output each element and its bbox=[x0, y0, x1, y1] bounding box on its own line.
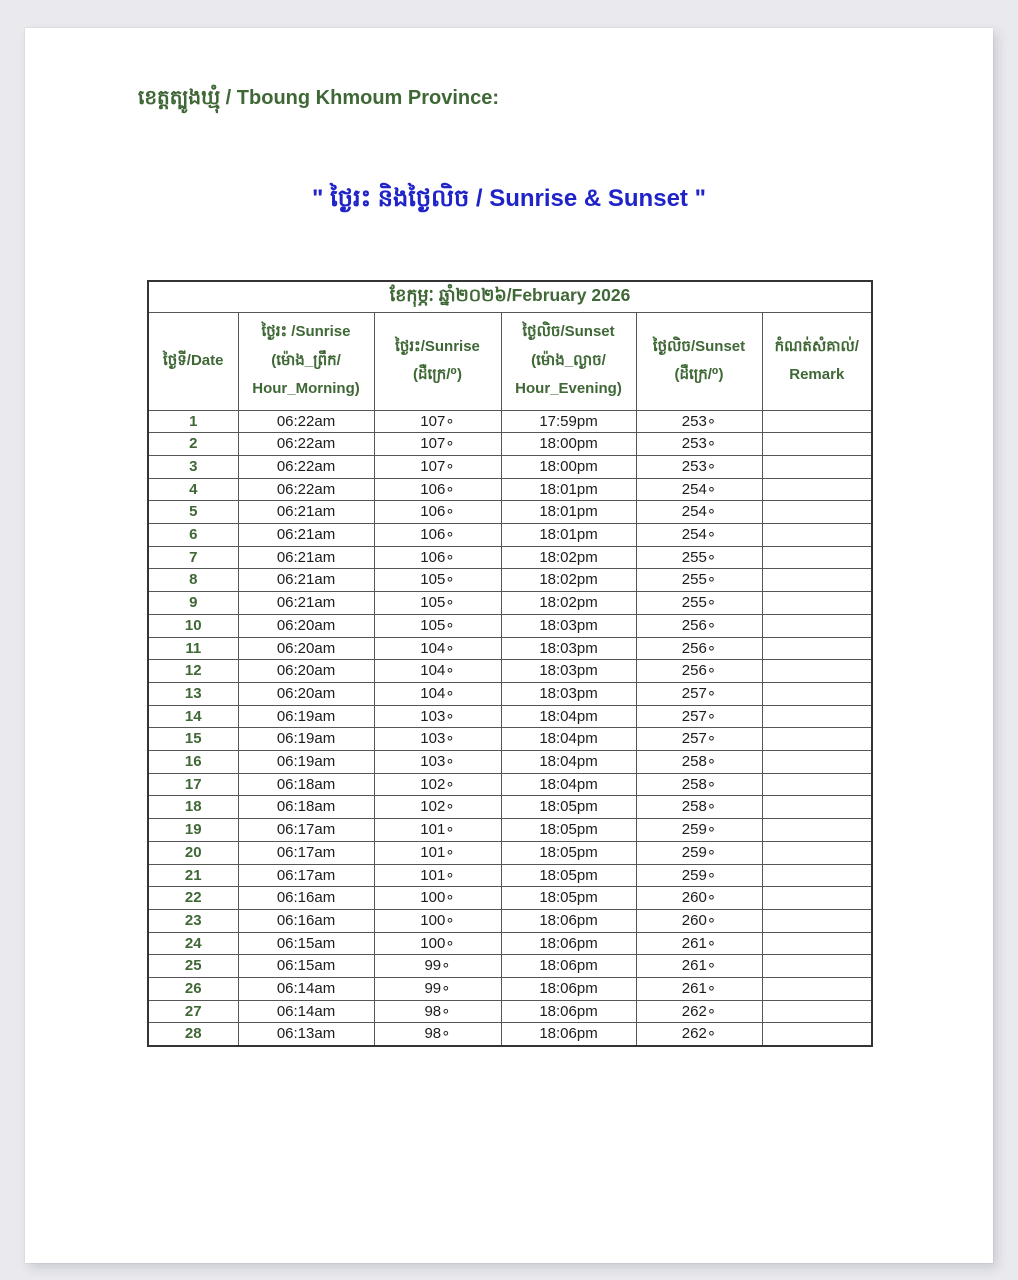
table-row bbox=[148, 705, 872, 728]
table-row bbox=[148, 909, 872, 932]
cell-sunset-time: 18:00pm bbox=[501, 433, 636, 456]
column-header-line: ថ្ងៃលិច/Sunset bbox=[652, 337, 746, 355]
cell-sunset-deg: 258∘ bbox=[636, 773, 762, 796]
cell-sunrise-time: 06:17am bbox=[238, 819, 374, 842]
table-row bbox=[148, 410, 872, 433]
cell-sunrise-deg: 103∘ bbox=[374, 728, 501, 751]
cell-remark bbox=[762, 660, 872, 683]
cell-sunrise-deg: 102∘ bbox=[374, 796, 501, 819]
cell-remark bbox=[762, 887, 872, 910]
cell-sunset-deg: 262∘ bbox=[636, 1000, 762, 1023]
cell-sunset-time: 17:59pm bbox=[501, 410, 636, 433]
table-row bbox=[148, 773, 872, 796]
cell-sunrise-time: 06:15am bbox=[238, 932, 374, 955]
cell-sunrise-deg: 101∘ bbox=[374, 819, 501, 842]
cell-sunset-deg: 261∘ bbox=[636, 978, 762, 1001]
column-header-sunset_deg bbox=[636, 312, 762, 410]
cell-sunrise-time: 06:14am bbox=[238, 1000, 374, 1023]
table-row bbox=[148, 978, 872, 1001]
cell-sunrise-deg: 104∘ bbox=[374, 637, 501, 660]
table-row bbox=[148, 728, 872, 751]
cell-sunrise-time: 06:20am bbox=[238, 614, 374, 637]
cell-date: 6 bbox=[148, 524, 238, 547]
cell-sunset-deg: 255∘ bbox=[636, 546, 762, 569]
cell-sunrise-time: 06:18am bbox=[238, 773, 374, 796]
cell-sunrise-deg: 103∘ bbox=[374, 705, 501, 728]
cell-sunrise-deg: 101∘ bbox=[374, 841, 501, 864]
cell-sunset-time: 18:02pm bbox=[501, 569, 636, 592]
table-row bbox=[148, 546, 872, 569]
cell-sunset-time: 18:05pm bbox=[501, 887, 636, 910]
table-row bbox=[148, 819, 872, 842]
cell-sunset-time: 18:06pm bbox=[501, 955, 636, 978]
cell-date: 15 bbox=[148, 728, 238, 751]
cell-date: 23 bbox=[148, 909, 238, 932]
cell-remark bbox=[762, 433, 872, 456]
column-header-line: Hour_Morning) bbox=[252, 380, 360, 398]
table-caption-row bbox=[148, 281, 872, 312]
cell-remark bbox=[762, 410, 872, 433]
cell-sunrise-time: 06:22am bbox=[238, 478, 374, 501]
cell-sunrise-time: 06:19am bbox=[238, 751, 374, 774]
cell-remark bbox=[762, 819, 872, 842]
cell-sunrise-time: 06:22am bbox=[238, 455, 374, 478]
table-row bbox=[148, 592, 872, 615]
cell-date: 18 bbox=[148, 796, 238, 819]
cell-sunrise-deg: 100∘ bbox=[374, 932, 501, 955]
cell-sunset-deg: 258∘ bbox=[636, 751, 762, 774]
document-title: " ថ្ងៃរះ និងថ្ងៃលិច / Sunrise & Sunset " bbox=[312, 185, 706, 212]
cell-date: 12 bbox=[148, 660, 238, 683]
cell-sunset-time: 18:06pm bbox=[501, 1000, 636, 1023]
column-header-line: Hour_Evening) bbox=[515, 380, 622, 398]
cell-sunset-deg: 254∘ bbox=[636, 478, 762, 501]
table-row bbox=[148, 887, 872, 910]
cell-remark bbox=[762, 932, 872, 955]
cell-remark bbox=[762, 682, 872, 705]
cell-sunset-deg: 259∘ bbox=[636, 864, 762, 887]
cell-remark bbox=[762, 751, 872, 774]
cell-date: 22 bbox=[148, 887, 238, 910]
cell-sunset-time: 18:02pm bbox=[501, 592, 636, 615]
cell-remark bbox=[762, 1000, 872, 1023]
cell-sunset-deg: 254∘ bbox=[636, 501, 762, 524]
cell-sunrise-time: 06:20am bbox=[238, 682, 374, 705]
cell-sunrise-deg: 104∘ bbox=[374, 660, 501, 683]
table-row bbox=[148, 932, 872, 955]
cell-remark bbox=[762, 1023, 872, 1046]
table-caption: ខែកុម្ភៈ ឆ្នាំ២០២៦/February 2026 bbox=[148, 281, 872, 312]
cell-remark bbox=[762, 501, 872, 524]
cell-sunset-time: 18:03pm bbox=[501, 682, 636, 705]
cell-date: 14 bbox=[148, 705, 238, 728]
cell-sunrise-deg: 100∘ bbox=[374, 909, 501, 932]
column-header-line: Remark bbox=[789, 366, 845, 383]
cell-date: 11 bbox=[148, 637, 238, 660]
cell-remark bbox=[762, 592, 872, 615]
cell-date: 16 bbox=[148, 751, 238, 774]
cell-sunrise-time: 06:19am bbox=[238, 728, 374, 751]
cell-sunrise-time: 06:20am bbox=[238, 660, 374, 683]
column-header-line: កំណត់សំគាល់/ bbox=[774, 337, 859, 355]
cell-remark bbox=[762, 524, 872, 547]
cell-sunrise-time: 06:16am bbox=[238, 887, 374, 910]
cell-sunrise-deg: 106∘ bbox=[374, 501, 501, 524]
cell-sunrise-time: 06:15am bbox=[238, 955, 374, 978]
cell-sunrise-time: 06:17am bbox=[238, 841, 374, 864]
cell-date: 5 bbox=[148, 501, 238, 524]
cell-remark bbox=[762, 728, 872, 751]
table-row bbox=[148, 955, 872, 978]
cell-sunset-time: 18:05pm bbox=[501, 796, 636, 819]
cell-sunrise-deg: 105∘ bbox=[374, 614, 501, 637]
cell-date: 17 bbox=[148, 773, 238, 796]
cell-sunset-time: 18:03pm bbox=[501, 637, 636, 660]
cell-sunrise-time: 06:21am bbox=[238, 592, 374, 615]
cell-sunrise-time: 06:18am bbox=[238, 796, 374, 819]
cell-sunrise-time: 06:21am bbox=[238, 546, 374, 569]
cell-remark bbox=[762, 796, 872, 819]
cell-sunrise-deg: 107∘ bbox=[374, 433, 501, 456]
cell-sunset-time: 18:02pm bbox=[501, 546, 636, 569]
cell-sunrise-deg: 107∘ bbox=[374, 410, 501, 433]
cell-sunset-deg: 260∘ bbox=[636, 909, 762, 932]
cell-remark bbox=[762, 569, 872, 592]
cell-date: 8 bbox=[148, 569, 238, 592]
table-row bbox=[148, 796, 872, 819]
table-row bbox=[148, 455, 872, 478]
cell-sunset-deg: 258∘ bbox=[636, 796, 762, 819]
column-header-line: (ម៉ោង_ល្ងាច/ bbox=[531, 351, 606, 369]
table-row bbox=[148, 751, 872, 774]
cell-remark bbox=[762, 637, 872, 660]
cell-sunset-deg: 257∘ bbox=[636, 728, 762, 751]
cell-sunset-deg: 253∘ bbox=[636, 410, 762, 433]
table-row bbox=[148, 501, 872, 524]
cell-sunrise-time: 06:21am bbox=[238, 569, 374, 592]
cell-sunset-time: 18:01pm bbox=[501, 478, 636, 501]
column-header-line: ថ្ងៃទី/Date bbox=[163, 351, 224, 369]
cell-sunrise-time: 06:20am bbox=[238, 637, 374, 660]
cell-sunrise-deg: 103∘ bbox=[374, 751, 501, 774]
cell-sunrise-deg: 104∘ bbox=[374, 682, 501, 705]
cell-sunrise-deg: 105∘ bbox=[374, 592, 501, 615]
cell-sunrise-deg: 106∘ bbox=[374, 546, 501, 569]
cell-sunset-deg: 259∘ bbox=[636, 841, 762, 864]
cell-sunset-time: 18:00pm bbox=[501, 455, 636, 478]
province-header: ខេត្តត្បូងឃ្មុំ / Tboung Khmoum Province: bbox=[138, 87, 500, 109]
column-header-sunset_time bbox=[501, 312, 636, 410]
cell-date: 26 bbox=[148, 978, 238, 1001]
table-row bbox=[148, 433, 872, 456]
cell-date: 28 bbox=[148, 1023, 238, 1046]
table-header-row bbox=[148, 312, 872, 410]
cell-sunset-time: 18:01pm bbox=[501, 524, 636, 547]
cell-sunset-deg: 256∘ bbox=[636, 660, 762, 683]
table-row bbox=[148, 1023, 872, 1046]
column-header-line: ថ្ងៃលិច/Sunset bbox=[522, 323, 615, 341]
column-header-line: ថ្ងៃរះ/Sunrise bbox=[395, 337, 480, 355]
column-header-line: (ដឺក្រេ/⁰) bbox=[413, 366, 462, 383]
cell-date: 19 bbox=[148, 819, 238, 842]
cell-sunrise-time: 06:19am bbox=[238, 705, 374, 728]
cell-sunset-deg: 256∘ bbox=[636, 637, 762, 660]
table-row bbox=[148, 569, 872, 592]
cell-sunrise-deg: 99∘ bbox=[374, 978, 501, 1001]
cell-sunset-deg: 256∘ bbox=[636, 614, 762, 637]
cell-sunrise-deg: 100∘ bbox=[374, 887, 501, 910]
cell-date: 21 bbox=[148, 864, 238, 887]
cell-sunrise-deg: 99∘ bbox=[374, 955, 501, 978]
cell-sunset-time: 18:06pm bbox=[501, 1023, 636, 1046]
cell-sunset-time: 18:04pm bbox=[501, 751, 636, 774]
cell-sunset-time: 18:01pm bbox=[501, 501, 636, 524]
column-header-sunrise_time bbox=[238, 312, 374, 410]
cell-date: 13 bbox=[148, 682, 238, 705]
cell-sunrise-time: 06:16am bbox=[238, 909, 374, 932]
cell-sunset-time: 18:03pm bbox=[501, 614, 636, 637]
cell-sunrise-deg: 105∘ bbox=[374, 569, 501, 592]
cell-sunset-deg: 255∘ bbox=[636, 592, 762, 615]
cell-sunrise-deg: 101∘ bbox=[374, 864, 501, 887]
column-header-date bbox=[148, 312, 238, 410]
cell-remark bbox=[762, 909, 872, 932]
cell-sunrise-deg: 107∘ bbox=[374, 455, 501, 478]
cell-sunset-time: 18:06pm bbox=[501, 932, 636, 955]
cell-sunrise-time: 06:17am bbox=[238, 864, 374, 887]
table-row bbox=[148, 841, 872, 864]
cell-remark bbox=[762, 841, 872, 864]
cell-date: 20 bbox=[148, 841, 238, 864]
cell-sunset-deg: 255∘ bbox=[636, 569, 762, 592]
cell-date: 10 bbox=[148, 614, 238, 637]
cell-sunset-time: 18:04pm bbox=[501, 728, 636, 751]
cell-date: 27 bbox=[148, 1000, 238, 1023]
cell-sunrise-time: 06:22am bbox=[238, 433, 374, 456]
cell-sunset-time: 18:04pm bbox=[501, 705, 636, 728]
cell-sunrise-time: 06:14am bbox=[238, 978, 374, 1001]
cell-sunset-time: 18:05pm bbox=[501, 864, 636, 887]
column-header-line: (ដឺក្រេ/⁰) bbox=[674, 366, 724, 383]
table-row bbox=[148, 864, 872, 887]
table-body bbox=[148, 410, 872, 1046]
cell-sunset-deg: 254∘ bbox=[636, 524, 762, 547]
cell-sunrise-deg: 102∘ bbox=[374, 773, 501, 796]
cell-sunrise-deg: 98∘ bbox=[374, 1023, 501, 1046]
cell-date: 9 bbox=[148, 592, 238, 615]
cell-remark bbox=[762, 478, 872, 501]
column-header-line: (ម៉ោង_ព្រឹក/ bbox=[271, 351, 341, 369]
cell-sunset-deg: 260∘ bbox=[636, 887, 762, 910]
cell-sunset-time: 18:05pm bbox=[501, 819, 636, 842]
cell-date: 2 bbox=[148, 433, 238, 456]
cell-sunrise-time: 06:13am bbox=[238, 1023, 374, 1046]
cell-sunrise-deg: 106∘ bbox=[374, 478, 501, 501]
cell-sunset-deg: 253∘ bbox=[636, 455, 762, 478]
cell-sunset-time: 18:06pm bbox=[501, 909, 636, 932]
cell-sunrise-deg: 98∘ bbox=[374, 1000, 501, 1023]
column-header-remark bbox=[762, 312, 872, 410]
sunrise-sunset-table bbox=[147, 280, 873, 1047]
cell-remark bbox=[762, 455, 872, 478]
cell-remark bbox=[762, 864, 872, 887]
cell-sunset-deg: 259∘ bbox=[636, 819, 762, 842]
cell-date: 25 bbox=[148, 955, 238, 978]
cell-sunrise-time: 06:22am bbox=[238, 410, 374, 433]
table-row bbox=[148, 660, 872, 683]
table-row bbox=[148, 478, 872, 501]
cell-remark bbox=[762, 773, 872, 796]
cell-remark bbox=[762, 546, 872, 569]
table-row bbox=[148, 1000, 872, 1023]
cell-sunset-deg: 257∘ bbox=[636, 682, 762, 705]
column-header-sunrise_deg bbox=[374, 312, 501, 410]
cell-date: 3 bbox=[148, 455, 238, 478]
cell-date: 24 bbox=[148, 932, 238, 955]
table-row bbox=[148, 614, 872, 637]
cell-remark bbox=[762, 705, 872, 728]
cell-sunrise-time: 06:21am bbox=[238, 501, 374, 524]
cell-sunset-deg: 262∘ bbox=[636, 1023, 762, 1046]
table-row bbox=[148, 524, 872, 547]
cell-date: 4 bbox=[148, 478, 238, 501]
table-row bbox=[148, 637, 872, 660]
cell-remark bbox=[762, 978, 872, 1001]
cell-sunset-time: 18:04pm bbox=[501, 773, 636, 796]
document-page bbox=[25, 28, 993, 1263]
cell-sunset-time: 18:06pm bbox=[501, 978, 636, 1001]
cell-sunset-deg: 261∘ bbox=[636, 932, 762, 955]
cell-remark bbox=[762, 614, 872, 637]
cell-sunrise-time: 06:21am bbox=[238, 524, 374, 547]
cell-sunset-time: 18:03pm bbox=[501, 660, 636, 683]
cell-remark bbox=[762, 955, 872, 978]
cell-sunset-time: 18:05pm bbox=[501, 841, 636, 864]
table-row bbox=[148, 682, 872, 705]
cell-sunrise-deg: 106∘ bbox=[374, 524, 501, 547]
cell-date: 1 bbox=[148, 410, 238, 433]
cell-date: 7 bbox=[148, 546, 238, 569]
cell-sunset-deg: 253∘ bbox=[636, 433, 762, 456]
column-header-line: ថ្ងៃរះ /Sunrise bbox=[261, 323, 351, 341]
cell-sunset-deg: 257∘ bbox=[636, 705, 762, 728]
cell-sunset-deg: 261∘ bbox=[636, 955, 762, 978]
